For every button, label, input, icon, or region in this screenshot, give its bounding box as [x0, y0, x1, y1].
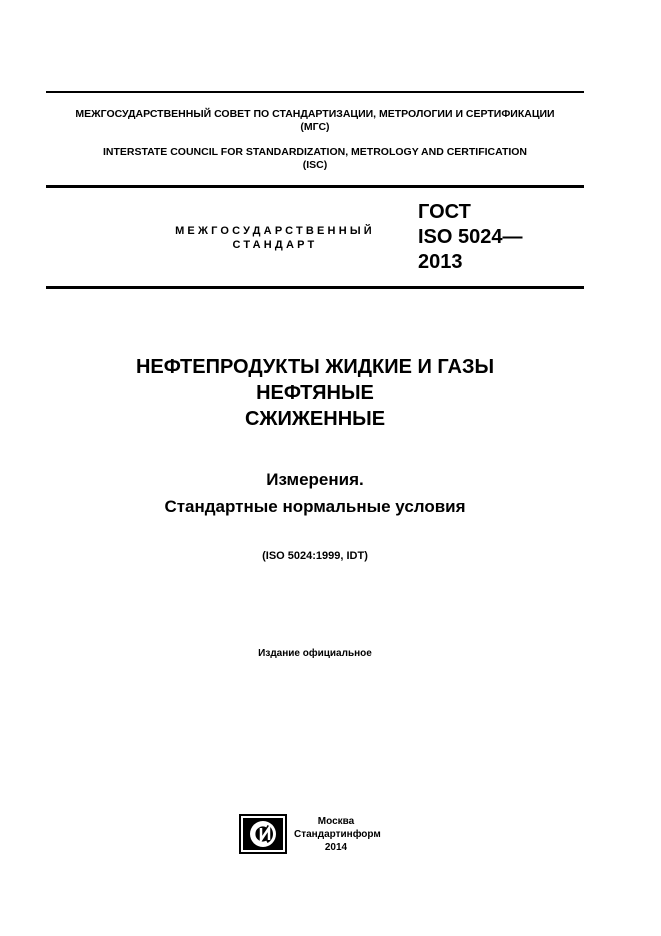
publisher-city: Москва [317, 816, 355, 827]
publisher-info [294, 815, 381, 854]
publication-year: 2014 [324, 842, 348, 853]
standard-type-line2: СТАНДАРТ [232, 239, 318, 251]
council-name-ru-line: МЕЖГОСУДАРСТВЕННЫЙ СОВЕТ ПО СТАНДАРТИЗАЦИИ, МЕТРОЛОГИИ И СЕРТИФИКАЦИИ [75, 108, 555, 120]
publisher-name: Стандартинформ [294, 829, 381, 840]
document-subtitle-line2: Стандартные нормальные условия [164, 497, 466, 516]
council-name-en-line: INTERSTATE COUNCIL FOR STANDARDIZATION, METROLOGY AND CERTIFICATION [102, 146, 528, 158]
standard-code-line3: 2013 [418, 251, 463, 273]
standard-code-line1: ГОСТ [418, 201, 471, 223]
edition-note: Издание официальное [258, 648, 372, 659]
council-abbr-en: (ISC) [302, 159, 328, 171]
document-subtitle-line1: Измерения. [266, 470, 364, 489]
top-rule [46, 91, 584, 93]
standard-type [150, 224, 400, 252]
document-title-line3: СЖИЖЕННЫЕ [244, 408, 386, 430]
middle-rule [46, 185, 584, 188]
council-name-en [46, 146, 584, 172]
document-subtitle [46, 466, 584, 520]
standartinform-logo-icon [239, 814, 287, 854]
iso-reference: (ISO 5024:1999, IDT) [262, 550, 368, 562]
council-name-ru [46, 108, 584, 134]
standard-code [418, 200, 523, 275]
document-title [46, 354, 584, 432]
standard-type-line1: МЕЖГОСУДАРСТВЕННЫЙ [175, 225, 375, 237]
bottom-rule [46, 286, 584, 289]
document-title-line1: НЕФТЕПРОДУКТЫ ЖИДКИЕ И ГАЗЫ [135, 356, 495, 378]
document-title-line2: НЕФТЯНЫЕ [256, 382, 374, 404]
council-abbr-ru: (МГС) [300, 121, 330, 133]
standard-code-line2: ISO 5024— [418, 226, 523, 248]
